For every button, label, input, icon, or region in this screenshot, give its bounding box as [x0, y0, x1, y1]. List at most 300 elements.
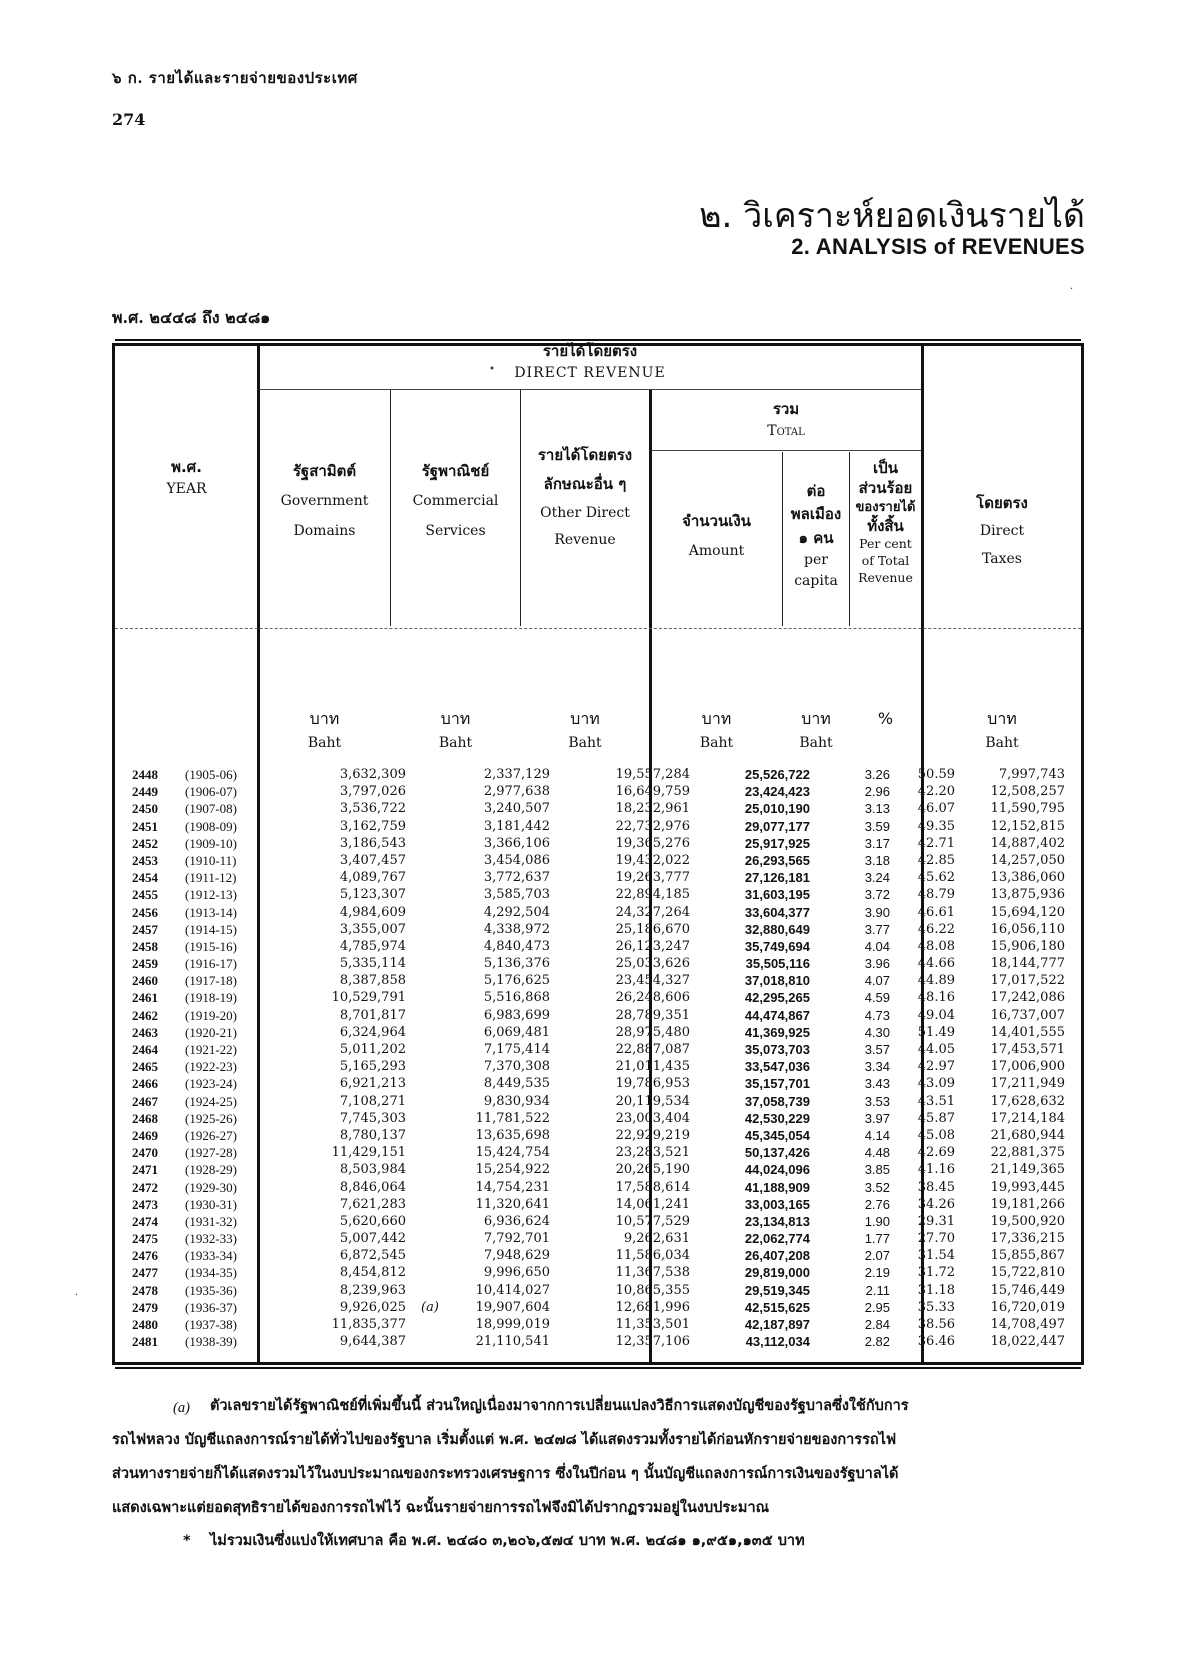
gov-domains-cell: 5,007,442: [339, 1231, 406, 1247]
direct-taxes-cell: 15,855,867: [990, 1248, 1065, 1264]
per-capita-cell: 1.90: [864, 1213, 890, 1229]
year-be-cell: 2459: [132, 956, 158, 972]
table-row: [0, 818, 1181, 835]
year-ad-cell: (1907-08): [185, 801, 237, 817]
commercial-cell: 4,338,972: [483, 921, 550, 937]
gov-domains-cell: 8,239,963: [339, 1282, 406, 1298]
commercial-cell: 3,772,637: [483, 870, 550, 886]
per-capita-cell: 2.95: [864, 1299, 890, 1315]
year-be-cell: 2453: [132, 852, 158, 868]
other-direct-cell: 24,327,264: [615, 904, 690, 920]
per-capita-cell: 3.26: [864, 767, 890, 782]
per-capita-cell: 2.07: [864, 1248, 890, 1264]
year-be-cell: 2465: [132, 1059, 158, 1075]
total-amount-cell: 37,018,810: [744, 973, 810, 989]
percent-total-cell: 46.07: [917, 801, 955, 817]
per-capita-cell: 3.52: [864, 1179, 890, 1195]
year-be-cell: 2475: [132, 1231, 158, 1247]
direct-taxes-cell: 16,720,019: [990, 1299, 1065, 1315]
gov-domains-cell: 7,745,303: [339, 1110, 406, 1126]
per-capita-cell: 3.53: [864, 1093, 890, 1109]
table-row: [0, 921, 1181, 938]
commercial-cell: 5,176,625: [483, 973, 550, 989]
header-year: [116, 456, 257, 501]
other-direct-cell: 26,248,606: [615, 990, 690, 1006]
commercial-cell: 6,069,481: [483, 1024, 550, 1040]
per-capita-cell: 3.96: [864, 956, 890, 972]
year-ad-cell: (1910-11): [185, 852, 237, 868]
total-amount-cell: 42,187,897: [744, 1317, 810, 1332]
header-per-capita-th3: ๑ คน: [798, 528, 834, 547]
gov-domains-cell: 3,797,026: [339, 784, 406, 800]
table-row: [0, 1058, 1181, 1075]
header-commercial-en1: Commercial: [412, 493, 499, 510]
year-be-cell: 2473: [132, 1196, 158, 1212]
other-direct-cell: 22,887,087: [615, 1042, 690, 1057]
header-percent-en1: Per cent: [859, 536, 912, 552]
gov-domains-cell: 5,620,660: [339, 1213, 406, 1229]
table-row: [0, 1007, 1181, 1024]
table-row: [0, 1127, 1181, 1144]
gov-domains-cell: 4,984,609: [339, 904, 406, 920]
total-amount-cell: 35,157,701: [744, 1076, 810, 1092]
gov-domains-cell: 11,835,377: [331, 1317, 406, 1332]
other-direct-cell: 14,061,241: [615, 1196, 690, 1212]
unit-baht-thai: บาท: [309, 709, 340, 728]
direct-taxes-cell: 19,993,445: [990, 1179, 1065, 1195]
other-direct-cell: 23,003,404: [615, 1110, 690, 1126]
other-direct-cell: 17,588,614: [615, 1179, 690, 1195]
unit-percent: [850, 706, 921, 732]
footnote-ref-a: (a): [421, 1299, 439, 1315]
year-be-cell: 2456: [132, 904, 158, 920]
gov-domains-cell: 5,011,202: [339, 1042, 406, 1057]
total-amount-cell: 42,295,265: [744, 990, 810, 1006]
year-ad-cell: (1921-22): [185, 1042, 237, 1057]
table-row: [0, 1264, 1181, 1281]
year-be-cell: 2457: [132, 921, 158, 937]
year-be-cell: 2468: [132, 1110, 158, 1126]
direct-taxes-cell: 17,242,086: [990, 990, 1065, 1006]
year-ad-cell: (1912-13): [185, 887, 237, 903]
commercial-cell: 21,110,541: [475, 1334, 550, 1350]
percent-total-cell: 49.04: [917, 1007, 955, 1023]
gov-domains-cell: 4,785,974: [339, 938, 406, 954]
total-amount-cell: 35,505,116: [745, 956, 810, 972]
header-direct-taxes-en1: Direct: [979, 523, 1025, 540]
direct-taxes-cell: 21,149,365: [990, 1162, 1065, 1178]
total-amount-cell: 23,424,423: [744, 784, 810, 800]
year-be-cell: 2450: [132, 801, 158, 817]
header-percent-th4: ทั้งสิ้น: [867, 517, 904, 536]
gov-domains-cell: 8,387,858: [339, 973, 406, 989]
header-per-capita-th2: พลเมือง: [790, 505, 842, 524]
year-be-cell: 2462: [132, 1007, 158, 1023]
percent-total-cell: 42.71: [917, 835, 955, 851]
direct-taxes-cell: 14,708,497: [990, 1317, 1065, 1332]
year-be-cell: 2478: [132, 1282, 158, 1298]
year-be-cell: 2474: [132, 1213, 158, 1229]
gov-domains-cell: 3,186,543: [339, 835, 406, 851]
total-amount-cell: 33,003,165: [744, 1196, 810, 1212]
percent-total-cell: 36.46: [917, 1334, 955, 1350]
footnote-a-line4: แสดงเฉพาะแต่ยอดสุทธิรายได้ของการรถไฟไว้ ฉะนั้นรายจ่ายการรถไฟจึงมิได้ปรากฏรวมอยู่ในงบประมาณ: [112, 1500, 770, 1516]
direct-taxes-cell: 16,056,110: [990, 921, 1065, 937]
gov-domains-cell: 3,355,007: [339, 921, 406, 937]
unit-baht-english: Baht: [799, 734, 833, 751]
direct-taxes-cell: 14,887,402: [990, 835, 1065, 851]
year-be-cell: 2464: [132, 1042, 158, 1057]
commercial-cell: 13,635,698: [475, 1127, 550, 1143]
unit-other: [521, 706, 649, 754]
commercial-cell: 8,449,535: [483, 1076, 550, 1092]
table-row: [0, 1316, 1181, 1333]
table-rule: [259, 389, 921, 390]
commercial-cell: 2,337,129: [483, 767, 550, 782]
year-ad-cell: (1932-33): [185, 1231, 237, 1247]
table-row: [0, 1093, 1181, 1110]
percent-total-cell: 50.59: [917, 767, 955, 782]
percent-total-cell: 35.33: [917, 1299, 955, 1315]
total-amount-cell: 35,073,703: [744, 1042, 810, 1057]
gov-domains-cell: 7,621,283: [339, 1196, 406, 1212]
per-capita-cell: 4.48: [864, 1145, 890, 1161]
footnote-a-marker: (a): [173, 1400, 190, 1416]
unit-baht-thai: บาท: [801, 709, 831, 728]
percent-total-cell: 31.72: [917, 1265, 955, 1281]
year-ad-cell: (1937-38): [185, 1317, 237, 1332]
total-amount-cell: 41,188,909: [744, 1179, 810, 1195]
other-direct-cell: 23,283,521: [615, 1145, 690, 1161]
per-capita-cell: 4.07: [864, 973, 890, 989]
percent-total-cell: 42.20: [917, 784, 955, 800]
unit-baht-thai: บาท: [987, 709, 1017, 728]
year-be-cell: 2455: [132, 887, 158, 903]
percent-total-cell: 31.54: [917, 1248, 955, 1264]
year-ad-cell: (1934-35): [185, 1265, 237, 1281]
per-capita-cell: 4.59: [864, 990, 890, 1006]
header-percent-en3: Revenue: [858, 570, 913, 586]
commercial-cell: 4,840,473: [483, 938, 550, 954]
year-ad-cell: (1919-20): [185, 1007, 237, 1023]
year-ad-cell: (1927-28): [185, 1145, 237, 1161]
year-be-cell: 2448: [132, 767, 158, 782]
year-ad-cell: (1917-18): [185, 973, 237, 989]
running-head: ๖ ก. รายได้และรายจ่ายของประเทศ: [112, 69, 358, 87]
year-ad-cell: (1908-09): [185, 818, 237, 834]
percent-total-cell: 49.35: [917, 818, 955, 834]
commercial-cell: 6,936,624: [483, 1213, 550, 1229]
total-amount-cell: 23,134,813: [744, 1213, 810, 1229]
unit-direct-taxes: [923, 706, 1081, 754]
total-amount-cell: 25,917,925: [744, 835, 810, 851]
gov-domains-cell: 8,454,812: [339, 1265, 406, 1281]
gov-domains-cell: 6,324,964: [339, 1024, 406, 1040]
per-capita-cell: 3.57: [864, 1042, 890, 1057]
direct-taxes-cell: 15,694,120: [990, 904, 1065, 920]
total-amount-cell: 44,024,096: [744, 1162, 810, 1178]
total-amount-cell: 42,515,625: [744, 1299, 810, 1315]
year-ad-cell: (1933-34): [185, 1248, 237, 1264]
direct-taxes-cell: 15,746,449: [990, 1282, 1065, 1298]
footnote-star-text: ไม่รวมเงินซึ่งแบ่งให้เทศบาล คือ พ.ศ. ๒๔๘๐ ๓,๒๐๖,๕๗๔ บาท พ.ศ. ๒๔๘๑ ๑,๙๕๑,๑๓๕ บาท: [210, 1533, 805, 1549]
commercial-cell: 7,370,308: [483, 1059, 550, 1075]
footnote-a-line3: ส่วนทางรายจ่ายก็ได้แสดงรวมไว้ในงบประมาณของกระทรวงเศรษฐการ ซึ่งในปีก่อน ๆ นั้นบัญชีแถลงการณ์การเงินของรัฐบาลได้: [112, 1466, 899, 1482]
header-direct-revenue-english: DIRECT REVENUE: [514, 365, 666, 382]
header-direct-taxes: [923, 492, 1081, 571]
commercial-cell: 3,454,086: [483, 852, 550, 868]
commercial-cell: 7,175,414: [483, 1042, 550, 1057]
per-capita-cell: 3.18: [864, 852, 890, 868]
commercial-cell: 15,254,922: [475, 1162, 550, 1178]
other-direct-cell: 28,789,351: [615, 1007, 690, 1023]
total-amount-cell: 29,519,345: [744, 1282, 810, 1298]
gov-domains-cell: 9,926,025: [339, 1299, 406, 1315]
per-capita-cell: 3.24: [864, 870, 890, 886]
total-amount-cell: 26,293,565: [744, 852, 810, 868]
direct-taxes-cell: 15,722,810: [990, 1265, 1065, 1281]
direct-taxes-cell: 17,017,522: [990, 973, 1065, 989]
other-direct-cell: 11,353,501: [615, 1317, 690, 1332]
year-ad-cell: (1914-15): [185, 921, 237, 937]
year-be-cell: 2452: [132, 835, 158, 851]
gov-domains-cell: 11,429,151: [331, 1145, 406, 1161]
percent-total-cell: 46.22: [917, 921, 955, 937]
percent-total-cell: 44.89: [917, 973, 955, 989]
header-other-direct-th1: รายได้โดยตรง: [537, 446, 633, 464]
footnote-a-line2: รถไฟหลวง บัญชีแถลงการณ์รายได้ทั่วไปของรัฐบาล เริ่มตั้งแต่ พ.ศ. ๒๔๗๘ ได้แสดงรวมทั้งรายได้ก่อนหักรายจ่ายของการรถไฟ: [112, 1432, 897, 1448]
table-row: [0, 783, 1181, 800]
header-amount-english: Amount: [688, 543, 745, 560]
unit-baht-english: Baht: [985, 734, 1019, 751]
gov-domains-cell: 3,407,457: [339, 852, 406, 868]
year-be-cell: 2476: [132, 1248, 158, 1264]
unit-baht-thai: บาท: [701, 709, 732, 728]
direct-taxes-cell: 19,500,920: [990, 1213, 1065, 1229]
other-direct-cell: 11,586,034: [615, 1248, 690, 1264]
total-amount-cell: 33,547,036: [744, 1059, 810, 1075]
per-capita-cell: 3.43: [864, 1076, 890, 1092]
direct-taxes-cell: 17,006,900: [990, 1059, 1065, 1075]
total-amount-cell: 41,369,925: [744, 1024, 810, 1040]
header-commercial: [391, 460, 520, 543]
commercial-cell: 4,292,504: [483, 904, 550, 920]
percent-total-cell: 42.85: [917, 852, 955, 868]
year-ad-cell: (1924-25): [185, 1093, 237, 1109]
direct-taxes-cell: 22,881,375: [990, 1145, 1065, 1161]
unit-baht-english: Baht: [307, 734, 342, 751]
table-rule: [115, 628, 1081, 629]
period-label: พ.ศ. ๒๔๔๘ ถึง ๒๔๘๑: [112, 308, 271, 327]
year-be-cell: 2461: [132, 990, 158, 1006]
header-gov-domains-thai: รัฐสามิตต์: [292, 462, 357, 480]
per-capita-cell: 2.84: [864, 1317, 890, 1332]
total-amount-cell: 25,526,722: [744, 767, 810, 782]
print-mark: •: [489, 364, 495, 375]
year-ad-cell: (1911-12): [185, 870, 237, 886]
table-row: [0, 1282, 1181, 1299]
table-row: [0, 1144, 1181, 1161]
header-gov-domains-en2: Domains: [293, 522, 356, 539]
table-row: [0, 835, 1181, 852]
table-row: [0, 989, 1181, 1006]
percent-total-cell: 44.66: [917, 956, 955, 972]
percent-total-cell: 38.56: [917, 1317, 955, 1332]
direct-taxes-cell: 17,628,632: [990, 1093, 1065, 1109]
table-row: [0, 869, 1181, 886]
header-direct-revenue-thai: รายได้โดยตรง: [542, 342, 638, 360]
year-ad-cell: (1925-26): [185, 1110, 237, 1126]
direct-taxes-cell: 12,152,815: [990, 818, 1065, 834]
print-mark: ·: [75, 1290, 79, 1301]
commercial-cell: 3,181,442: [483, 818, 550, 834]
header-percent-th3: ของรายได้: [855, 499, 916, 515]
other-direct-cell: 19,365,276: [615, 835, 690, 851]
year-ad-cell: (1906-07): [185, 784, 237, 800]
per-capita-cell: 3.59: [864, 818, 890, 834]
other-direct-cell: 21,011,435: [615, 1059, 690, 1075]
other-direct-cell: 19,557,284: [615, 767, 690, 782]
commercial-cell: 7,792,701: [483, 1231, 550, 1247]
per-capita-cell: 3.97: [864, 1110, 890, 1126]
percent-total-cell: 43.09: [917, 1076, 955, 1092]
unit-baht-english: Baht: [699, 734, 734, 751]
other-direct-cell: 25,186,670: [615, 921, 690, 937]
direct-taxes-cell: 21,680,944: [990, 1127, 1065, 1143]
percent-total-cell: 48.16: [917, 990, 955, 1006]
total-amount-cell: 27,126,181: [744, 870, 810, 886]
other-direct-cell: 22,732,976: [615, 818, 690, 834]
total-amount-cell: 45,345,054: [744, 1127, 810, 1143]
header-year-thai: พ.ศ.: [171, 458, 202, 476]
total-amount-cell: 31,603,195: [744, 887, 810, 903]
other-direct-cell: 22,929,219: [615, 1127, 690, 1143]
commercial-cell: 14,754,231: [475, 1179, 550, 1195]
commercial-cell: 5,136,376: [483, 956, 550, 972]
print-mark: ·: [1070, 284, 1074, 295]
other-direct-cell: 28,975,480: [615, 1024, 690, 1040]
year-be-cell: 2454: [132, 870, 158, 886]
gov-domains-cell: 5,165,293: [339, 1059, 406, 1075]
total-amount-cell: 37,058,739: [744, 1093, 810, 1109]
per-capita-cell: 4.14: [864, 1127, 890, 1143]
year-ad-cell: (1926-27): [185, 1127, 237, 1143]
header-amount: [651, 510, 782, 563]
header-per-capita-en2: capita: [794, 573, 838, 590]
other-direct-cell: 12,357,106: [615, 1334, 690, 1350]
header-other-direct-th2: ลักษณะอื่น ๆ: [543, 475, 627, 494]
year-ad-cell: (1922-23): [185, 1059, 237, 1075]
gov-domains-cell: 6,921,213: [339, 1076, 406, 1092]
gov-domains-cell: 6,872,545: [339, 1248, 406, 1264]
percent-total-cell: 41.16: [917, 1162, 955, 1178]
percent-total-cell: 42.69: [917, 1145, 955, 1161]
direct-taxes-cell: 19,181,266: [990, 1196, 1065, 1212]
header-gov-domains-en1: Government: [280, 493, 369, 510]
gov-domains-cell: 3,632,309: [339, 767, 406, 782]
commercial-cell: 5,516,868: [483, 990, 550, 1006]
commercial-cell: 3,366,106: [483, 835, 550, 851]
per-capita-cell: 3.72: [864, 887, 890, 903]
gov-domains-cell: 5,335,114: [339, 956, 406, 972]
gov-domains-cell: 9,644,387: [339, 1334, 406, 1350]
year-be-cell: 2449: [132, 784, 158, 800]
per-capita-cell: 2.76: [864, 1196, 890, 1212]
gov-domains-cell: 3,536,722: [339, 801, 406, 817]
percent-total-cell: 34.26: [917, 1196, 955, 1212]
unit-per-capita: [783, 706, 849, 754]
total-amount-cell: 22,062,774: [744, 1231, 810, 1247]
percent-total-cell: 45.62: [917, 870, 955, 886]
table-row: [0, 800, 1181, 817]
footnote-a-line1: ตัวเลขรายได้รัฐพาณิชย์ที่เพิ่มขึ้นนี้ ส่วนใหญ่เนื่องมาจากการเปลี่ยนแปลงวิธีการแสดงบัญชีของรัฐบาลซึ่งใช้กับการ: [210, 1398, 909, 1414]
header-percent-en2: of Total: [861, 553, 910, 569]
per-capita-cell: 2.82: [864, 1334, 890, 1350]
unit-baht-english: Baht: [438, 734, 473, 751]
total-amount-cell: 44,474,867: [744, 1007, 810, 1023]
commercial-cell: 7,948,629: [483, 1248, 550, 1264]
commercial-cell: 3,585,703: [483, 887, 550, 903]
year-be-cell: 2466: [132, 1076, 158, 1092]
header-other-direct-en2: Revenue: [554, 532, 616, 549]
other-direct-cell: 16,649,759: [615, 784, 690, 800]
header-percent-th1: เป็น: [873, 459, 898, 477]
year-be-cell: 2480: [132, 1317, 158, 1332]
other-direct-cell: 10,865,355: [615, 1282, 690, 1298]
section-title-english: 2. ANALYSIS of REVENUES: [791, 234, 1085, 259]
table-row: [0, 1179, 1181, 1196]
per-capita-cell: 2.96: [864, 784, 890, 800]
commercial-cell: 9,996,650: [483, 1265, 550, 1281]
year-ad-cell: (1930-31): [185, 1196, 237, 1212]
per-capita-cell: 4.30: [864, 1024, 890, 1040]
percent-total-cell: 43.51: [917, 1093, 955, 1109]
direct-taxes-cell: 13,875,936: [990, 887, 1065, 903]
unit-gov: [259, 706, 390, 754]
other-direct-cell: 9,262,631: [623, 1231, 690, 1247]
year-ad-cell: (1916-17): [185, 956, 237, 972]
other-direct-cell: 22,894,185: [615, 887, 690, 903]
year-ad-cell: (1909-10): [185, 835, 237, 851]
table-row: [0, 972, 1181, 989]
other-direct-cell: 10,577,529: [615, 1213, 690, 1229]
table-row: [0, 1161, 1181, 1178]
year-ad-cell: (1928-29): [185, 1162, 237, 1178]
total-amount-cell: 43,112,034: [745, 1334, 810, 1350]
total-amount-cell: 29,819,000: [744, 1265, 810, 1281]
direct-taxes-cell: 7,997,743: [998, 767, 1065, 782]
table-row: [0, 1299, 1181, 1316]
year-be-cell: 2479: [132, 1299, 158, 1315]
direct-taxes-cell: 16,737,007: [990, 1007, 1065, 1023]
year-ad-cell: (1913-14): [185, 904, 237, 920]
year-ad-cell: (1920-21): [185, 1024, 237, 1040]
direct-taxes-cell: 14,401,555: [990, 1024, 1065, 1040]
total-amount-cell: 29,077,177: [744, 818, 810, 834]
gov-domains-cell: 7,108,271: [339, 1093, 406, 1109]
year-ad-cell: (1915-16): [185, 938, 237, 954]
per-capita-cell: 3.13: [864, 801, 890, 817]
gov-domains-cell: 4,089,767: [339, 870, 406, 886]
header-per-capita-th1: ต่อ: [806, 482, 826, 500]
other-direct-cell: 18,232,961: [615, 801, 690, 817]
percent-total-cell: 45.87: [917, 1110, 955, 1126]
header-other-direct-en1: Other Direct: [540, 504, 630, 521]
percent-total-cell: 29.31: [917, 1213, 955, 1229]
direct-taxes-cell: 17,211,949: [990, 1076, 1065, 1092]
percent-total-cell: 44.05: [917, 1042, 955, 1057]
year-be-cell: 2460: [132, 973, 158, 989]
